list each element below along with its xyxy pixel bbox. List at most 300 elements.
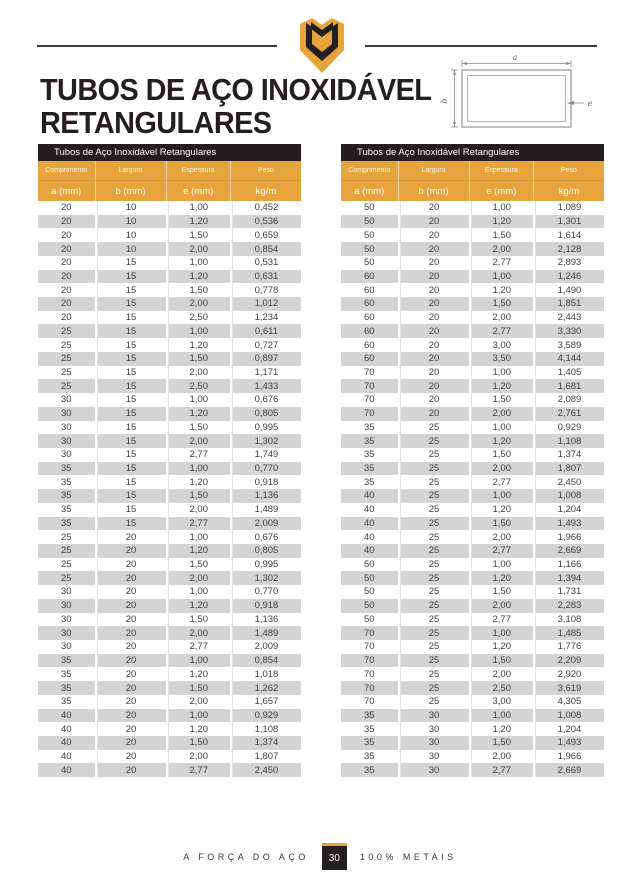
cell: 1,00 [469, 366, 533, 380]
cell: 15 [95, 283, 166, 297]
cell: 4,144 [533, 352, 604, 366]
cell: 1,262 [230, 681, 301, 695]
cell: 35 [60, 476, 72, 488]
page-number-badge: 30 [322, 843, 347, 870]
cell: 20 [95, 585, 166, 599]
cell: 1,776 [533, 640, 604, 654]
table-row [38, 215, 301, 229]
table-row [341, 722, 604, 736]
cell: 1,20 [469, 571, 533, 585]
cell: 30 [398, 709, 469, 723]
cell: 40 [363, 490, 375, 502]
table-row [38, 242, 301, 256]
cell: 25 [398, 695, 469, 709]
cell: 20 [60, 312, 72, 324]
table-row [38, 434, 301, 448]
header-cell: Comprimento [348, 167, 391, 174]
cell: 30 [60, 613, 72, 625]
cell: 30 [60, 600, 72, 612]
cell: 20 [398, 393, 469, 407]
cell: 25 [398, 517, 469, 531]
cell: 1,00 [469, 270, 533, 284]
table-row [38, 750, 301, 764]
cell: 25 [398, 585, 469, 599]
cell: 60 [363, 270, 375, 282]
cell: 1,00 [469, 201, 533, 215]
table-row [341, 352, 604, 366]
table-row [341, 558, 604, 572]
page-title [40, 74, 431, 140]
cell: 35 [60, 668, 72, 680]
table-row [38, 421, 301, 435]
table-row [38, 517, 301, 531]
cell: 2,77 [469, 544, 533, 558]
cell: 1,012 [230, 297, 301, 311]
cell: 1,171 [230, 366, 301, 380]
cell: 1,00 [166, 530, 230, 544]
cell: 1,50 [469, 393, 533, 407]
table-row [341, 530, 604, 544]
cell: 1,807 [230, 750, 301, 764]
cell: 35 [363, 449, 375, 461]
cell: 2,77 [166, 640, 230, 654]
cell: 20 [95, 544, 166, 558]
cell: 2,77 [166, 448, 230, 462]
cell: 1,00 [469, 709, 533, 723]
cell: 0,897 [230, 352, 301, 366]
table-row [38, 640, 301, 654]
cell: 30 [398, 722, 469, 736]
table-row [38, 228, 301, 242]
cell: 25 [398, 654, 469, 668]
cell: 1,50 [469, 654, 533, 668]
cell: 20 [95, 695, 166, 709]
cell: 2,00 [469, 599, 533, 613]
cell: 1,00 [166, 585, 230, 599]
table-body [341, 201, 604, 777]
cell: 40 [363, 504, 375, 516]
cell: 25 [398, 530, 469, 544]
table-row [341, 626, 604, 640]
cell: 1,50 [166, 283, 230, 297]
cell: 15 [95, 489, 166, 503]
header-cell: a (mm) [354, 185, 385, 197]
cell: 50 [363, 600, 375, 612]
cell: 1,089 [533, 201, 604, 215]
table-header-groups [38, 161, 301, 180]
table-row [341, 736, 604, 750]
cell: 35 [363, 764, 375, 776]
cell: 2,00 [166, 434, 230, 448]
cell: 1,20 [166, 667, 230, 681]
cell: 2,00 [166, 750, 230, 764]
cell: 20 [60, 284, 72, 296]
header-cell: Largura [398, 161, 469, 180]
cell: 60 [363, 325, 375, 337]
cell: 70 [363, 641, 375, 653]
cell: 1,00 [469, 626, 533, 640]
cell: 20 [95, 667, 166, 681]
cell: 2,77 [469, 324, 533, 338]
cell: 35 [363, 476, 375, 488]
table-row [341, 695, 604, 709]
cell: 0,531 [230, 256, 301, 270]
cell: 1,00 [469, 558, 533, 572]
cell: 30 [398, 750, 469, 764]
cell: 2,450 [230, 763, 301, 777]
cell: 1,50 [166, 681, 230, 695]
cell: 20 [95, 763, 166, 777]
table-row [341, 434, 604, 448]
cell: 15 [95, 338, 166, 352]
cell: 2,00 [166, 626, 230, 640]
table-row [341, 448, 604, 462]
cell: 0,611 [230, 324, 301, 338]
table-row [341, 297, 604, 311]
cell: 25 [60, 545, 72, 557]
cell: 1,136 [230, 489, 301, 503]
cell: 2,00 [166, 366, 230, 380]
cell: 20 [60, 202, 72, 214]
cell: 25 [60, 572, 72, 584]
cell: 1,681 [533, 379, 604, 393]
table-row [341, 503, 604, 517]
table-row [341, 421, 604, 435]
footer-slogan-left: A FORÇA DO AÇO [183, 851, 309, 862]
table-title-bar: Tubos de Aço Inoxidável Retangulares [38, 144, 301, 161]
table-row [341, 667, 604, 681]
cell: 60 [363, 353, 375, 365]
cell: 40 [60, 737, 72, 749]
cell: 1,20 [469, 434, 533, 448]
cell: 2,669 [533, 544, 604, 558]
table-row [38, 558, 301, 572]
cell: 60 [363, 298, 375, 310]
table-row [38, 722, 301, 736]
cell: 0,778 [230, 283, 301, 297]
cell: 2,893 [533, 256, 604, 270]
cell: 1,966 [533, 750, 604, 764]
table-row [38, 544, 301, 558]
cell: 35 [60, 517, 72, 529]
table-row [38, 709, 301, 723]
cell: 1,00 [166, 393, 230, 407]
dim-label-b: b [440, 98, 449, 104]
cell: 25 [398, 489, 469, 503]
cell: 35 [60, 682, 72, 694]
cell: 2,761 [533, 407, 604, 421]
cell: 0,631 [230, 270, 301, 284]
cell: 1,50 [469, 448, 533, 462]
table-row [38, 462, 301, 476]
cell: 50 [363, 613, 375, 625]
table-row [341, 599, 604, 613]
cell: 20 [398, 228, 469, 242]
table-row [38, 736, 301, 750]
table-row [38, 667, 301, 681]
cell: 20 [398, 324, 469, 338]
table-row [38, 475, 301, 489]
cell: 1,493 [533, 517, 604, 531]
cell: 1,374 [533, 448, 604, 462]
cell: 1,20 [469, 283, 533, 297]
cell: 2,00 [469, 750, 533, 764]
cell: 3,00 [469, 338, 533, 352]
table-row [38, 448, 301, 462]
header-cell: e (mm) [166, 181, 230, 201]
table-row [38, 585, 301, 599]
cell: 3,589 [533, 338, 604, 352]
cell: 3,330 [533, 324, 604, 338]
cell: 50 [363, 216, 375, 228]
header-cell: Largura [95, 161, 166, 180]
cell: 35 [60, 463, 72, 475]
cell: 20 [60, 243, 72, 255]
table-row [341, 517, 604, 531]
cell: 2,77 [469, 613, 533, 627]
cell: 0,452 [230, 201, 301, 215]
header-cell: Peso [533, 161, 604, 180]
cell: 1,00 [166, 256, 230, 270]
cell: 1,20 [166, 544, 230, 558]
table-row [38, 256, 301, 270]
header-rule-right [365, 45, 597, 47]
cell: 10 [95, 201, 166, 215]
cell: 70 [363, 668, 375, 680]
cell: 0,918 [230, 475, 301, 489]
table-row [341, 338, 604, 352]
cell: 2,50 [166, 311, 230, 325]
tube-table-right [341, 144, 604, 777]
table-row [341, 256, 604, 270]
cell: 40 [60, 751, 72, 763]
table-row [341, 462, 604, 476]
cell: 25 [398, 667, 469, 681]
cell: 70 [363, 380, 375, 392]
cell: 1,50 [166, 489, 230, 503]
cell: 20 [398, 379, 469, 393]
cell: 3,619 [533, 681, 604, 695]
cell: 0,536 [230, 215, 301, 229]
cell: 2,50 [166, 379, 230, 393]
cell: 0,676 [230, 393, 301, 407]
cell: 30 [60, 408, 72, 420]
cell: 15 [95, 352, 166, 366]
cell: 1,20 [166, 407, 230, 421]
table-row [341, 585, 604, 599]
cell: 1,20 [166, 270, 230, 284]
table-row [38, 270, 301, 284]
cell: 1,433 [230, 379, 301, 393]
cell: 1,234 [230, 311, 301, 325]
cell: 1,485 [533, 626, 604, 640]
cell: 70 [363, 366, 375, 378]
cell: 1,50 [469, 517, 533, 531]
footer-slogan-right: 100% METAIS [359, 851, 457, 862]
tube-dimension-diagram [438, 52, 610, 136]
cell: 40 [60, 723, 72, 735]
cell: 25 [60, 366, 72, 378]
cell: 1,731 [533, 585, 604, 599]
cell: 1,20 [166, 215, 230, 229]
cell: 1,20 [166, 475, 230, 489]
cell: 1,50 [166, 558, 230, 572]
cell: 4,305 [533, 695, 604, 709]
cell: 1,301 [533, 215, 604, 229]
cell: 1,749 [230, 448, 301, 462]
cell: 15 [95, 517, 166, 531]
cell: 2,77 [469, 763, 533, 777]
cell: 0,918 [230, 599, 301, 613]
cell: 1,204 [533, 722, 604, 736]
header-cell: Peso [230, 161, 301, 180]
cell: 1,50 [166, 352, 230, 366]
cell: 35 [60, 490, 72, 502]
cell: 25 [398, 599, 469, 613]
cell: 1,50 [469, 736, 533, 750]
cell: 1,00 [166, 201, 230, 215]
cell: 30 [60, 449, 72, 461]
table-row [341, 283, 604, 297]
cell: 20 [398, 242, 469, 256]
cell: 35 [363, 463, 375, 475]
cell: 20 [60, 229, 72, 241]
table-row [38, 571, 301, 585]
cell: 20 [95, 709, 166, 723]
cell: 1,00 [166, 654, 230, 668]
cell: 1,00 [166, 324, 230, 338]
cell: 0,770 [230, 462, 301, 476]
cell: 10 [95, 215, 166, 229]
cell: 30 [60, 435, 72, 447]
cell: 15 [95, 421, 166, 435]
cell: 1,008 [533, 489, 604, 503]
dim-label-a: a [512, 53, 518, 62]
cell: 25 [398, 544, 469, 558]
cell: 25 [398, 681, 469, 695]
cell: 40 [363, 545, 375, 557]
cell: 1,394 [533, 571, 604, 585]
cell: 2,00 [469, 407, 533, 421]
table-row [38, 407, 301, 421]
cell: 15 [95, 379, 166, 393]
cell: 15 [95, 324, 166, 338]
table-row [38, 379, 301, 393]
cell: 2,00 [166, 503, 230, 517]
cell: 20 [398, 366, 469, 380]
cell: 20 [95, 736, 166, 750]
cell: 1,851 [533, 297, 604, 311]
cell: 25 [60, 559, 72, 571]
cell: 0,995 [230, 558, 301, 572]
table-row [341, 228, 604, 242]
cell: 40 [363, 517, 375, 529]
table-row [38, 352, 301, 366]
cell: 50 [363, 257, 375, 269]
cell: 20 [398, 201, 469, 215]
cell: 20 [398, 270, 469, 284]
cell: 0,805 [230, 544, 301, 558]
table-row [341, 763, 604, 777]
cell: 25 [398, 462, 469, 476]
cell: 1,166 [533, 558, 604, 572]
cell: 1,136 [230, 613, 301, 627]
cell: 20 [60, 298, 72, 310]
cell: 20 [398, 256, 469, 270]
cell: 2,00 [166, 242, 230, 256]
cell: 1,493 [533, 736, 604, 750]
cell: 1,20 [469, 503, 533, 517]
cell: 1,50 [166, 228, 230, 242]
cell: 20 [60, 270, 72, 282]
cell: 0,727 [230, 338, 301, 352]
cell: 1,20 [469, 215, 533, 229]
cell: 2,00 [469, 530, 533, 544]
table-row [38, 489, 301, 503]
cell: 1,00 [469, 489, 533, 503]
cell: 2,009 [230, 640, 301, 654]
table-header-units [38, 180, 301, 201]
table-row [341, 654, 604, 668]
cell: 20 [95, 599, 166, 613]
cell: 1,302 [230, 434, 301, 448]
cell: 25 [398, 640, 469, 654]
cell: 0,854 [230, 242, 301, 256]
cell: 15 [95, 448, 166, 462]
table-row [341, 750, 604, 764]
cell: 25 [398, 571, 469, 585]
cell: 20 [95, 722, 166, 736]
cell: 40 [60, 764, 72, 776]
cell: 0,995 [230, 421, 301, 435]
cell: 25 [60, 531, 72, 543]
cell: 2,009 [230, 517, 301, 531]
table-row [38, 311, 301, 325]
cell: 1,614 [533, 228, 604, 242]
cell: 20 [398, 311, 469, 325]
cell: 25 [398, 558, 469, 572]
table-title-bar: Tubos de Aço Inoxidável Retangulares [341, 144, 604, 161]
cell: 1,00 [166, 709, 230, 723]
header-cell: kg/m [230, 181, 301, 201]
cell: 2,00 [469, 311, 533, 325]
cell: 1,807 [533, 462, 604, 476]
table-header-groups [341, 161, 604, 180]
cell: 2,00 [469, 462, 533, 476]
cell: 1,374 [230, 736, 301, 750]
cell: 2,77 [469, 256, 533, 270]
cell: 20 [95, 558, 166, 572]
cell: 15 [95, 297, 166, 311]
cell: 10 [95, 242, 166, 256]
table-row [341, 270, 604, 284]
cell: 35 [60, 655, 72, 667]
cell: 35 [60, 504, 72, 516]
cell: 40 [363, 531, 375, 543]
cell: 0,770 [230, 585, 301, 599]
cell: 1,302 [230, 571, 301, 585]
cell: 15 [95, 311, 166, 325]
table-row [38, 681, 301, 695]
cell: 35 [363, 751, 375, 763]
cell: 1,00 [469, 421, 533, 435]
cell: 1,489 [230, 503, 301, 517]
table-row [341, 215, 604, 229]
cell: 50 [363, 229, 375, 241]
cell: 35 [363, 723, 375, 735]
cell: 70 [363, 682, 375, 694]
cell: 25 [398, 626, 469, 640]
